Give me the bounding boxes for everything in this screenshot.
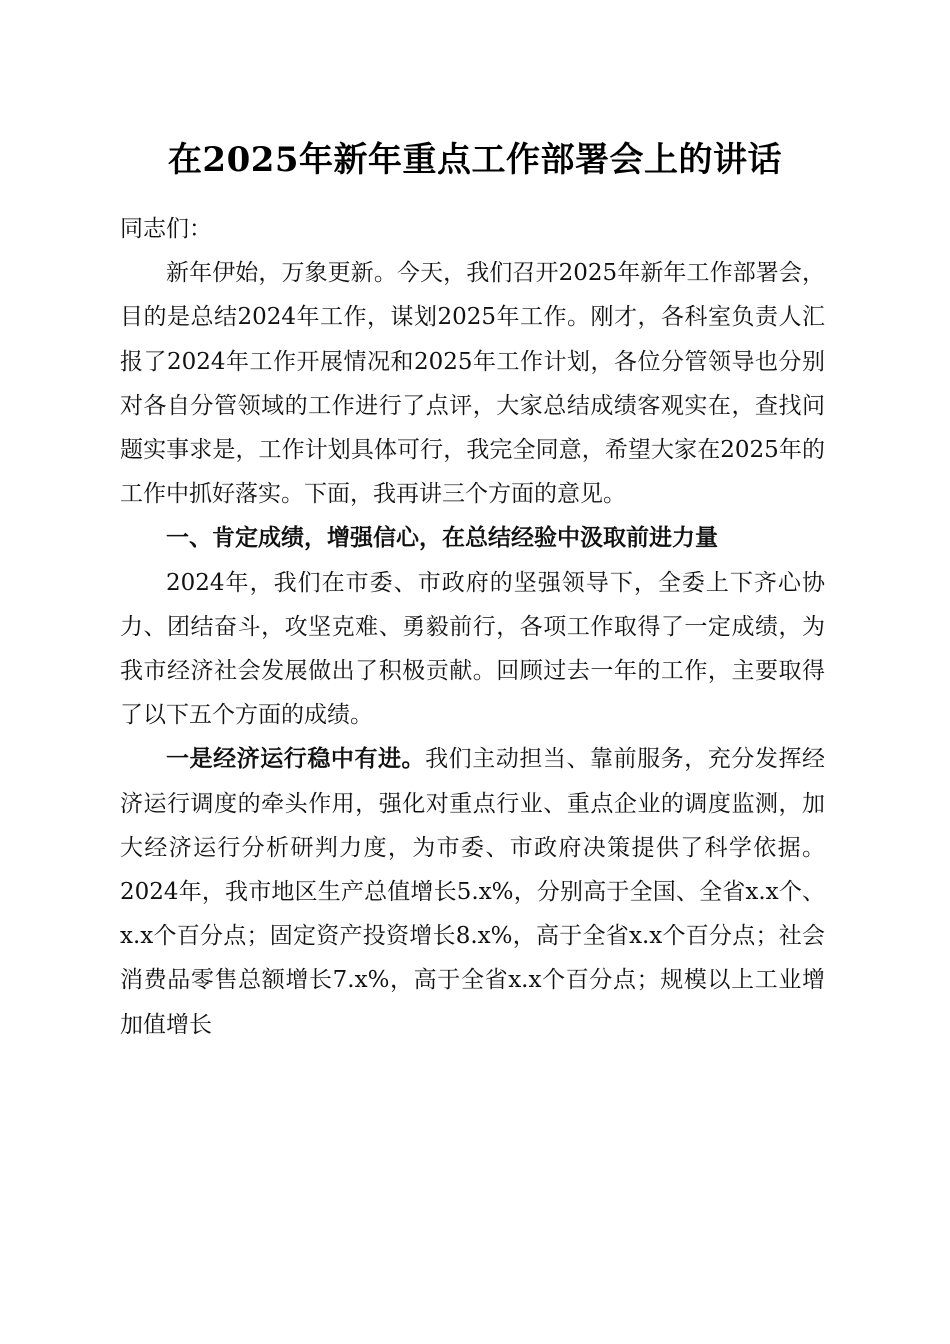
section1-paragraph-2: [120, 737, 825, 1046]
document-title: 在2025年新年重点工作部署会上的讲话: [167, 140, 783, 180]
paragraph-text: 我们主动担当、靠前服务，充分发挥经济运行调度的牵头作用，强化对重点行业、重点企业的调度监测，加大经济运行分析研判力度，为市委、市政府决策提供了科学依据。2024年，我市地区生产总值增长5.x%，分别高于全国、全省x.x个、x.x个百分点；固定资产投资增长8.x%，高于全省x.x个百分点；社会消费品零售总额增长7.x%，高于全省x.x个百分点；规模以上工业增加值增长: [120, 746, 826, 1038]
section1-paragraph-1: 2024年，我们在市委、市政府的坚强领导下，全委上下齐心协力、团结奋斗，攻坚克难、勇毅前行，各项工作取得了一定成绩，为我市经济社会发展做出了积极贡献。回顾过去一年的工作，主要取得了以下五个方面的成绩。: [120, 569, 825, 729]
document-body: [120, 207, 825, 1047]
salutation: 同志们：: [120, 216, 212, 242]
intro-paragraph: 新年伊始，万象更新。今天，我们召开2025年新年工作部署会，目的是总结2024年工作，谋划2025年工作。刚才，各科室负责人汇报了2024年工作开展情况和2025年工作计划，各位分管领导也分别对各自分管领域的工作进行了点评，大家总结成绩客观实在，查找问题实事求是，工作计划具体可行，我完全同意，希望大家在2025年的工作中抓好落实。下面，我再讲三个方面的意见。: [120, 260, 825, 508]
paragraph-lead: 一是经济运行稳中有进。: [166, 746, 426, 773]
section-heading-1: 一、肯定成绩，增强信心，在总结经验中汲取前进力量: [166, 525, 718, 552]
